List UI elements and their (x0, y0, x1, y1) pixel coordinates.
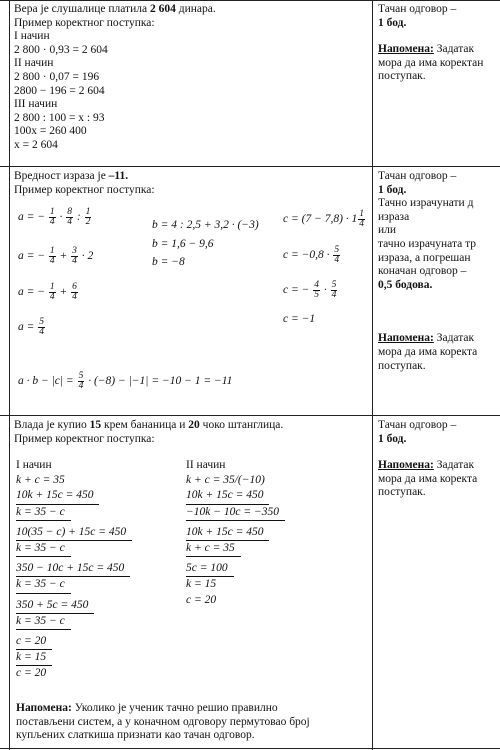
task1-line-5: 2 800 · 0,07 = 196 (14, 70, 100, 83)
task3-scoring (378, 419, 500, 539)
task2-c-step-2: c = −0,8 · $\frac{5}{4}$ (283, 245, 340, 265)
task1-points: 1 бод. (378, 16, 407, 29)
task1-line-2: I начин (14, 30, 50, 43)
method2-step: c = 20 (186, 593, 217, 606)
task3-answer-label: Тачан одговор – (378, 419, 457, 431)
column-divider (372, 0, 373, 750)
method2-step: 10k + 15c = 450 (186, 488, 269, 504)
method2-step: −10k − 10c = −350 (186, 505, 285, 521)
method2-step: 5c = 100 (186, 561, 234, 577)
method1-step: 10k + 15c = 450 (16, 488, 99, 504)
task1-line-9: 100x = 260 400 (14, 125, 87, 138)
method1-step: c = 20 (16, 634, 52, 650)
task3-side-note-title: Напомена: (378, 459, 434, 472)
task2-c-step-1: c = (7 − 7,8) · 1 $\frac{1}{4}$ (283, 209, 365, 229)
task2-final-expression: a · b − |c| = $\frac{5}{4}$ · (−8) − |−1| = −10 − 1 = −11 (18, 371, 233, 391)
method1-step: 10(35 − c) + 15c = 450 (16, 525, 132, 541)
task1-line-4: II начин (14, 57, 54, 70)
task2-title: Вредност израза је –11. (14, 170, 129, 182)
task1-note-line: мора да има коректан (378, 56, 484, 69)
method1-step: k = 35 − c (16, 614, 71, 630)
method1-step: 350 + 5c = 450 (16, 598, 94, 614)
task2-side-line: израза (378, 210, 410, 223)
task1-line-10: x = 2 604 (14, 138, 58, 151)
task2-points: 1 бод. (378, 183, 407, 196)
table-border-bottom (0, 748, 500, 749)
method2-label: II начин (186, 459, 226, 471)
method1-step: k = 35 − c (16, 505, 71, 521)
task3-method-2 (186, 458, 366, 628)
task1-line-0: Вера је слушалице платила 2 604 динара. (14, 3, 216, 15)
task2-a-step-4: a = $\frac{5}{4}$ (18, 317, 45, 337)
task2-note-line: мора да има коректа (378, 345, 478, 358)
table-border-top (0, 0, 500, 1)
task3-points: 1 бод. (378, 432, 407, 445)
method2-step: k + c = 35/(−10) (186, 474, 265, 487)
task1-line-7: III начин (14, 98, 58, 111)
task3-title: Влада је купио 15 крем бананица и 20 чоко штанглица. (14, 419, 284, 431)
task1-solution (14, 3, 369, 165)
task1-line-3: 2 800 · 0,93 = 2 604 (14, 43, 108, 56)
task2-note-title: Напомена: (378, 332, 434, 345)
task1-note-title: Напомена: (378, 43, 434, 56)
task2-a-step-2: a = − $\frac{1}{4}$ + $\frac{3}{4}$ · 2 (18, 246, 94, 266)
task3-note-title: Напомена: (16, 702, 72, 714)
task3-note-line: постављени систем, а у коначном одговору пермутовао број (16, 715, 310, 728)
task3-side-note-text: Задатак (433, 459, 475, 472)
task1-line-8: 2 800 : 100 = x : 93 (14, 111, 105, 124)
task3-note-text: Уколико је ученик тачно решио правилно (71, 702, 278, 714)
task2-a-step-1: a = − $\frac{1}{4}$ · $\frac{8}{4}$ : $\frac{1}{2}$ (18, 207, 91, 227)
task2-c-step-3: c = − $\frac{4}{5}$ · $\frac{5}{4}$ (283, 280, 337, 300)
task1-note-line: поступак. (378, 70, 426, 83)
task2-note-text: Задатак (433, 332, 475, 345)
task2-a-step-3: a = − $\frac{1}{4}$ + $\frac{6}{4}$ (18, 282, 77, 302)
task2-c-step-4: c = −1 (283, 313, 316, 325)
task3-side-note-line: мора да има коректа (378, 472, 478, 485)
method1-step: k + c = 35 (16, 474, 65, 487)
table-border-left (9, 0, 10, 750)
task3-note (16, 702, 371, 747)
task3-side-note-line: поступак. (378, 486, 426, 499)
method2-step: k + c = 35 (186, 541, 241, 557)
row-divider-1 (0, 166, 500, 167)
row-divider-2 (0, 415, 500, 416)
task2-b-step-3: b = −8 (152, 256, 185, 268)
task2-side-line: тачно израчуната тр (378, 237, 477, 250)
task2-scoring (378, 170, 500, 413)
task1-line-1: Пример коректног поступка: (14, 16, 155, 29)
task2-note-line: поступак. (378, 359, 426, 372)
task1-scoring (378, 3, 500, 163)
task2-side-line: коначан одговор – (378, 265, 467, 278)
task2-b-step-2: b = 1,6 − 9,6 (152, 238, 214, 250)
task2-b-step-1: b = 4 : 2,5 + 3,2 · (−3) (152, 219, 259, 231)
task2-subtitle: Пример коректног поступка: (14, 183, 155, 196)
task1-answer-label: Тачан одговор – (378, 3, 457, 15)
task3-subtitle: Пример коректног поступка: (14, 432, 155, 445)
task2-side-line: Тачно израчунати д (378, 197, 474, 210)
task1-line-6: 2800 − 196 = 2 604 (14, 84, 105, 97)
method1-step: k = 15 (16, 650, 52, 666)
task3-note-line: купљених слаткиша признати као тачан одговор. (16, 729, 255, 742)
method1-step: c = 20 (16, 667, 47, 680)
method2-step: 10k + 15c = 450 (186, 525, 269, 541)
method1-step: 350 − 10c + 15c = 450 (16, 561, 130, 577)
task3-method-1 (16, 458, 191, 703)
task2-answer-label: Тачан одговор – (378, 170, 457, 182)
method1-label: I начин (16, 459, 52, 471)
method1-step: k = 35 − c (16, 541, 71, 557)
method1-step: k = 35 − c (16, 577, 71, 593)
method2-step: k = 15 (186, 578, 217, 591)
task2-side-line: или (378, 224, 397, 237)
task1-note-text: Задатак (433, 43, 475, 56)
task2-half-points: 0,5 бодова. (378, 278, 433, 291)
task2-side-line: израза, а погрешан (378, 251, 471, 264)
